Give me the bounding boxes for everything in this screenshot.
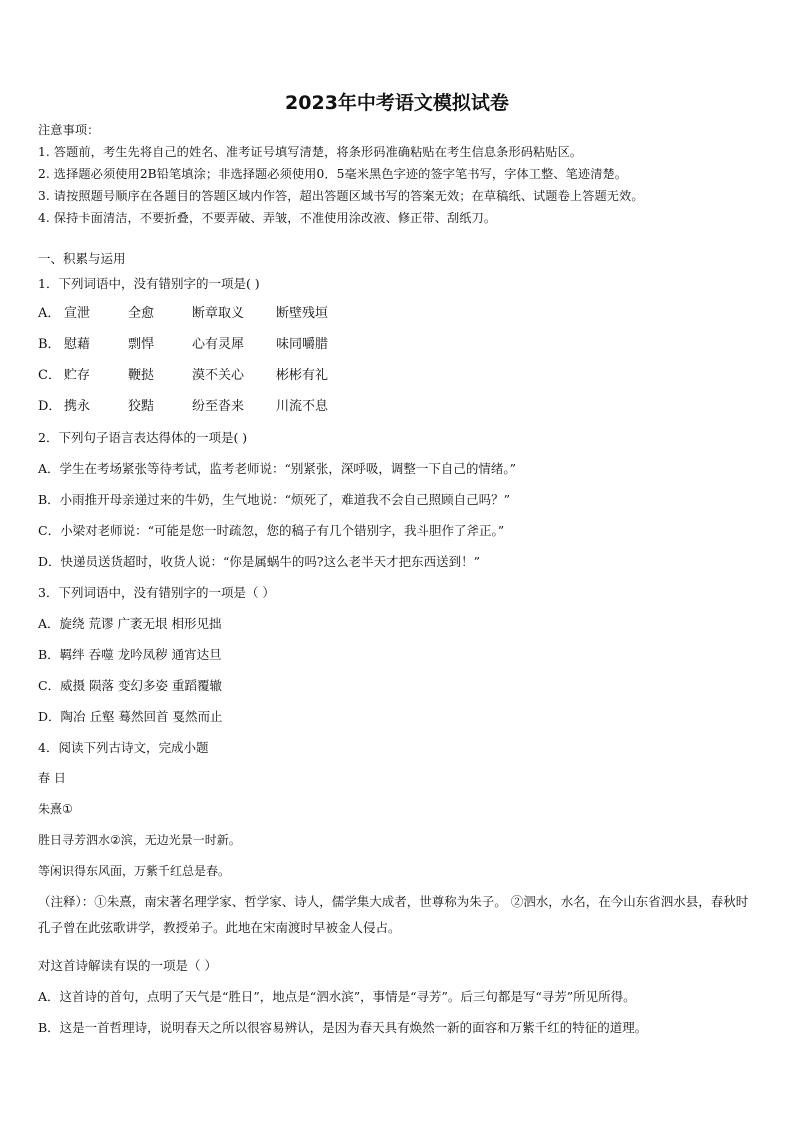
option-letter: D． bbox=[38, 399, 62, 414]
option-word: 鞭挞 bbox=[128, 368, 155, 383]
option-letter: B． bbox=[38, 337, 61, 352]
option-word: 断章取义 bbox=[192, 306, 245, 321]
notice-item: 4. 保持卡面清洁，不要折叠，不要弄破、弄皱，不准使用涂改液、修正带、刮纸刀。 bbox=[38, 211, 497, 225]
notice-item: 1. 答题前，考生先将自己的姓名、准考证号填写清楚，将条形码准确粘贴在考生信息条形码粘贴区。 bbox=[38, 145, 583, 159]
option-word: 全愈 bbox=[128, 306, 155, 321]
option-letter: A． bbox=[38, 306, 61, 321]
poem-line: 胜日寻芳泗水②滨，无边光景一时新。 bbox=[38, 833, 241, 847]
notice-item: 3. 请按照题号顺序在各题目的答题区域内作答，超出答题区域书写的答案无效；在草稿纸、试题卷上答题无效。 bbox=[38, 189, 644, 203]
option-letter: C． bbox=[38, 368, 61, 383]
notice-item: 2. 选择题必须使用2B铅笔填涂；非选择题必须使用0．5毫米黑色字迹的签字笔书写，字体工整、笔迹清楚。 bbox=[38, 167, 628, 181]
question-stem: 对这首诗解读有误的一项是（ ） bbox=[38, 958, 217, 973]
option-row bbox=[38, 306, 328, 322]
page-title: 2023年中考语文模拟试卷 bbox=[285, 92, 509, 114]
option-word: 纷至沓来 bbox=[192, 399, 245, 414]
option-word: 剽悍 bbox=[128, 337, 155, 352]
option-word: 贮存 bbox=[64, 368, 91, 383]
question-stem: 1．下列词语中，没有错别字的一项是( ) bbox=[38, 276, 260, 291]
option-word: 宣泄 bbox=[64, 306, 91, 321]
option-word: 心有灵犀 bbox=[192, 337, 245, 352]
option-line: C．威摄 陨落 变幻多姿 重蹈覆辙 bbox=[38, 678, 222, 693]
notice-heading: 注意事项： bbox=[38, 123, 100, 137]
question-stem: 4．阅读下列古诗文，完成小题 bbox=[38, 740, 209, 755]
poem-author: 朱熹① bbox=[38, 802, 73, 816]
option-row bbox=[38, 368, 328, 384]
option-row bbox=[38, 337, 328, 353]
question-stem: 2．下列句子语言表达得体的一项是( ) bbox=[38, 430, 248, 445]
option-line: B．羁绊 吞噬 龙吟凤秽 通宵达旦 bbox=[38, 647, 222, 662]
option-line: D．陶冶 丘壑 蓦然回首 戛然而止 bbox=[38, 709, 223, 724]
option-word: 漠不关心 bbox=[192, 368, 245, 383]
option-word: 携永 bbox=[64, 399, 91, 414]
option-word: 狡黠 bbox=[128, 399, 155, 414]
option-line: B．小雨推开母亲递过来的牛奶，生气地说：“烦死了，难道我不会自己照顾自己吗？” bbox=[38, 492, 510, 507]
question-stem: 3．下列词语中，没有错别字的一项是（ ） bbox=[38, 585, 275, 600]
option-line: C．小梁对老师说：“可能是您一时疏忽，您的稿子有几个错别字，我斗胆作了斧正。” bbox=[38, 523, 505, 538]
poem-title: 春 日 bbox=[38, 771, 66, 785]
option-line: A．这首诗的首句，点明了天气是“胜日”，地点是“泗水滨”，事情是“寻芳”。后三句都是写“寻芳”所见所得。 bbox=[38, 989, 636, 1004]
option-word: 慰藉 bbox=[64, 337, 91, 352]
option-line: B．这是一首哲理诗，说明春天之所以很容易辨认，是因为春天具有焕然一新的面容和万紫千红的特征的道理。 bbox=[38, 1020, 648, 1035]
option-row bbox=[38, 399, 328, 415]
option-word: 断壁残垣 bbox=[276, 306, 329, 321]
poem-line: 等闲识得东风面，万紫千红总是春。 bbox=[38, 864, 231, 878]
option-line: D．快递员送货超时，收货人说：“你是属蜗牛的吗?这么老半天才把东西送到！” bbox=[38, 554, 481, 569]
option-word: 彬彬有礼 bbox=[276, 368, 329, 383]
section-heading: 一、积累与运用 bbox=[38, 251, 126, 266]
option-word: 川流不息 bbox=[276, 399, 329, 414]
option-line: A．学生在考场紧张等待考试，监考老师说：“别紧张，深呼吸，调整一下自己的情绪。” bbox=[38, 461, 517, 476]
poem-note: （注释）：①朱熹，南宋著名理学家、哲学家、诗人，儒学集大成者，世尊称为朱子。 ②泗水，水名，在今山东省泗水县，春秋时孔子曾在此弦歌讲学，教授弟子。此地在宋南渡时早被金人侵占。 bbox=[38, 894, 749, 935]
option-line: A．旋绕 荒谬 广袤无垠 相形见拙 bbox=[38, 616, 222, 631]
option-word: 味同嚼腊 bbox=[276, 337, 329, 352]
